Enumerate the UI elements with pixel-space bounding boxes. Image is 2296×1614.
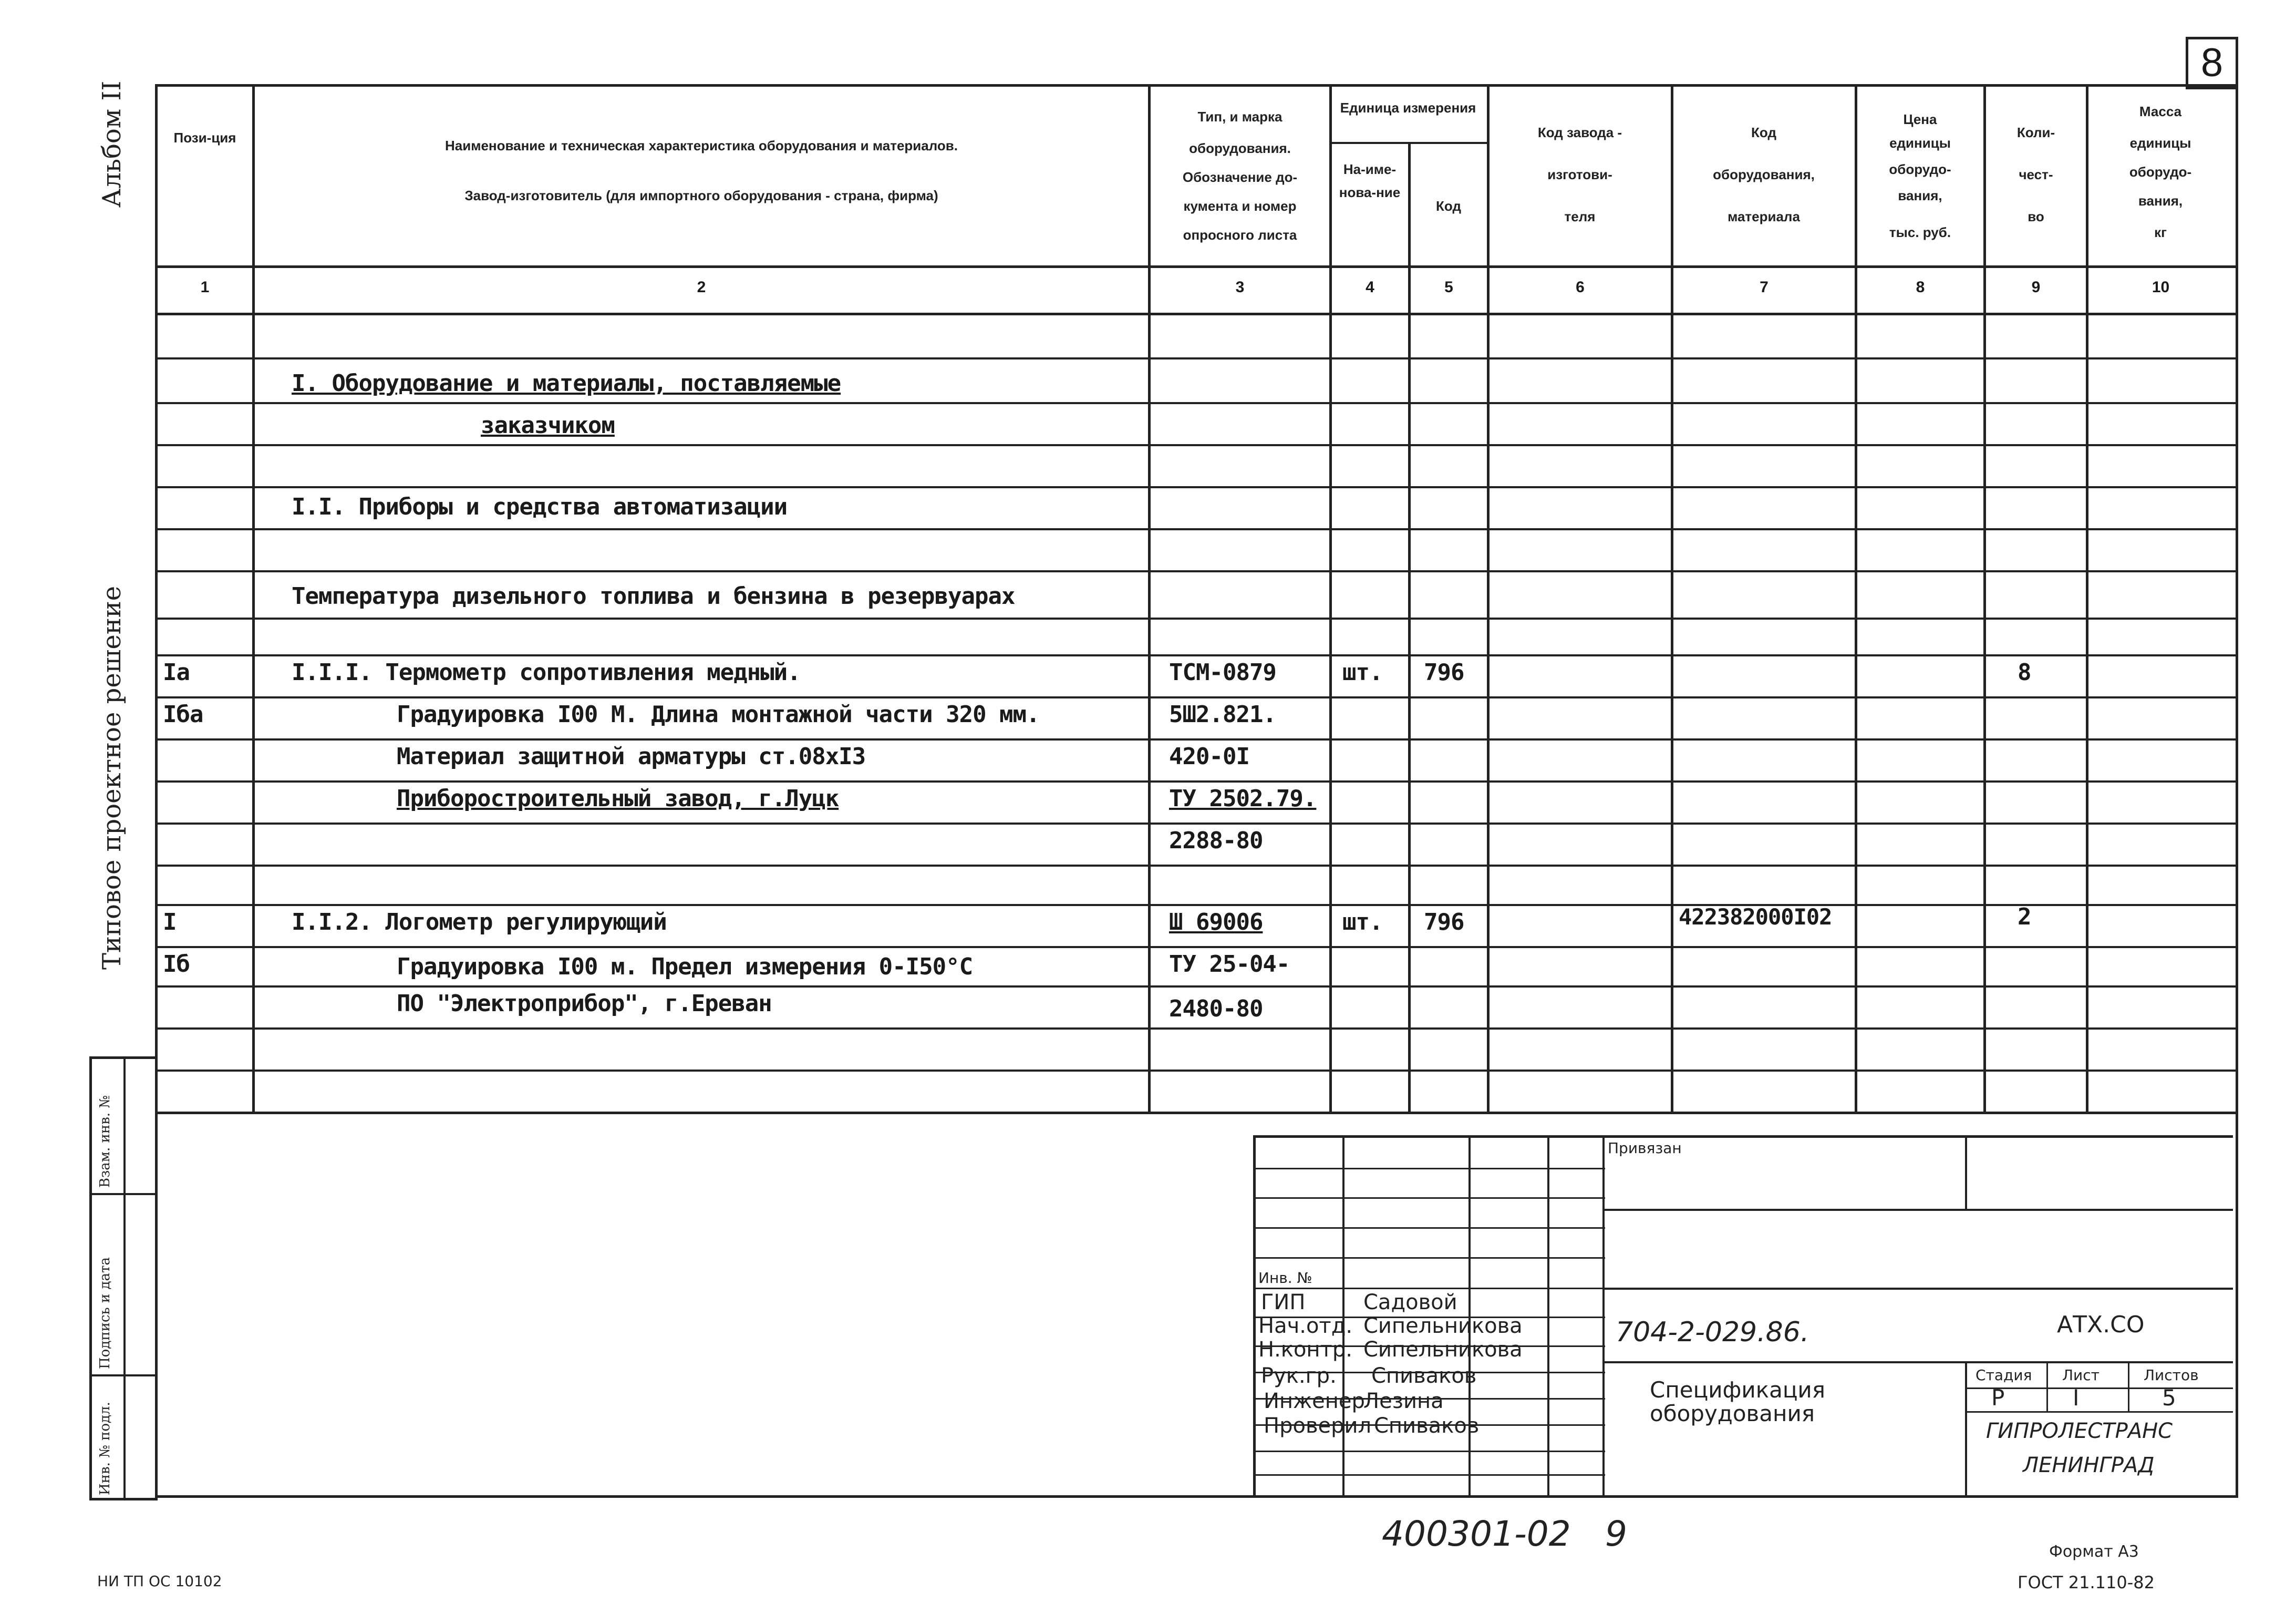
page-number: 8 — [2186, 37, 2238, 89]
stamp-role: Проверил — [1264, 1414, 1372, 1438]
header-price-line4: вания, — [1898, 188, 1942, 203]
format-label: Формат А3 — [2049, 1543, 2139, 1561]
column-number: 1 — [200, 279, 210, 296]
stamp-name: Спиваков — [1374, 1414, 1480, 1438]
header-mass-line3: оборудо- — [2129, 164, 2192, 180]
column-number: 3 — [1235, 279, 1245, 296]
sheet-label: Лист — [2062, 1366, 2100, 1384]
header-mass-line1: Масса — [2139, 104, 2182, 119]
header-qty-line2: чест- — [2019, 167, 2053, 182]
row-quantity: 8 — [2018, 659, 2031, 686]
header-code-line3: материала — [1728, 209, 1800, 224]
stamp-name: Спиваков — [1371, 1364, 1477, 1388]
header-type-line5: опросного листа — [1183, 227, 1297, 243]
stage-value: Р — [1991, 1385, 2005, 1411]
header-code-line1: Код — [1751, 125, 1776, 140]
row-type: 5Ш2.821. — [1169, 701, 1276, 728]
row-name: Приборостроительный завод, г.Луцк — [397, 785, 839, 812]
column-number: 4 — [1366, 279, 1374, 296]
header-position: Пози-ция — [173, 130, 236, 146]
row-position: Iба — [163, 701, 203, 728]
row-unit-code: 796 — [1424, 659, 1464, 686]
header-qty-line3: во — [2028, 209, 2044, 224]
album-label: Альбом II — [97, 80, 127, 208]
header-type-line2: оборудования. — [1189, 140, 1291, 156]
row-unit-code: 796 — [1424, 909, 1464, 935]
subsection-title: I.I. Приборы и средства автоматизации — [292, 494, 788, 520]
row-name: I.I.I. Термометр сопротивления медный. — [292, 659, 801, 686]
stamp-name: Сипельникова — [1363, 1314, 1523, 1338]
column-number: 7 — [1760, 279, 1768, 296]
row-type: 420-0I — [1169, 743, 1249, 770]
header-unit-code: Код — [1436, 198, 1461, 214]
header-price-line1: Цена — [1903, 111, 1937, 127]
side-stamp — [89, 1056, 158, 1500]
header-plant-line2: изготови- — [1547, 167, 1612, 182]
header-name-line2: Завод-изготовитель (для импортного оборудования - страна, фирма) — [464, 188, 938, 203]
column-number: 8 — [1916, 279, 1925, 296]
sheets-value: 5 — [2162, 1385, 2176, 1411]
header-mass-line2: единицы — [2129, 135, 2191, 151]
sign-date-label: Подпись и дата — [97, 1257, 113, 1369]
header-plant-line1: Код завода - — [1537, 125, 1622, 140]
stamp-role: Инженер — [1264, 1389, 1365, 1413]
section-title-line2: заказчиком — [481, 412, 615, 439]
stamp-role: Нач.отд. — [1258, 1314, 1353, 1338]
privyazan-label: Привязан — [1608, 1139, 1682, 1157]
stamp-role: Н.контр. — [1258, 1338, 1352, 1362]
row-position: Iа — [163, 659, 190, 686]
header-price-line3: оборудо- — [1889, 161, 1951, 177]
row-name: Градуировка I00 м. Предел измерения 0-I50°С — [397, 953, 973, 980]
header-type-line1: Тип, и марка — [1197, 109, 1283, 125]
sheet-value: I — [2073, 1385, 2080, 1411]
document-code: 704-2-029.86. — [1616, 1317, 1809, 1348]
column-number: 5 — [1444, 279, 1453, 296]
row-type: 2480-80 — [1169, 995, 1263, 1022]
header-unit-group: Единица измерения — [1340, 100, 1476, 116]
group-title: Температура дизельного топлива и бензина в резервуарах — [292, 583, 1015, 610]
row-position: I — [163, 909, 177, 935]
row-type: ТУ 25-04- — [1169, 951, 1290, 978]
stamp-name: Лезина — [1363, 1389, 1444, 1413]
row-position: Iб — [163, 951, 190, 978]
header-qty-line1: Коли- — [2016, 125, 2055, 140]
document-mark: АТХ.СО — [2057, 1311, 2145, 1338]
column-number: 2 — [697, 279, 706, 296]
organization-line1: ГИПРОЛЕСТРАНС — [1986, 1419, 2173, 1443]
row-type: ТУ 2502.79. — [1169, 785, 1317, 812]
column-number: 9 — [2031, 279, 2041, 296]
gost-label: ГОСТ 21.110-82 — [2018, 1572, 2155, 1592]
column-number: 10 — [2152, 279, 2170, 296]
row-type: 2288-80 — [1169, 827, 1263, 854]
row-name: I.I.2. Логометр регулирующий — [292, 909, 667, 935]
row-unit: шт. — [1342, 659, 1383, 686]
row-unit: шт. — [1342, 909, 1383, 935]
stamp-role: Рук.гр. — [1261, 1364, 1337, 1388]
header-type-line4: кумента и номер — [1183, 198, 1297, 214]
row-name: ПО "Электроприбор", г.Ереван — [397, 990, 772, 1017]
section-title-line1: I. Оборудование и материалы, поставляемые — [292, 370, 841, 397]
header-type-line3: Обозначение до- — [1182, 169, 1298, 185]
header-code-line2: оборудования, — [1713, 167, 1815, 182]
header-plant-line3: теля — [1564, 209, 1596, 224]
header-name-line1: Наименование и техническая характеристика оборудования и материалов. — [444, 138, 958, 153]
document-title-line2: оборудования — [1650, 1401, 1815, 1426]
row-quantity: 2 — [2018, 903, 2031, 930]
stage-label: Стадия — [1976, 1366, 2032, 1384]
left-code: НИ ТП ОС 10102 — [97, 1572, 222, 1590]
stamp-role: ГИП — [1261, 1290, 1306, 1314]
project-type-label: Типовое проектное решение — [97, 585, 127, 970]
inv-sub-label: Инв. № подл. — [97, 1402, 113, 1495]
stamp-name: Садовой — [1363, 1290, 1457, 1314]
row-material-code: 422382000I02 — [1679, 904, 1832, 930]
archive-number: 400301-02 — [1382, 1514, 1571, 1554]
header-price-line5: тыс. руб. — [1889, 224, 1951, 240]
stamp-name: Сипельникова — [1363, 1338, 1523, 1362]
document-title-line1: Спецификация — [1650, 1377, 1825, 1403]
header-mass-line4: вания, — [2138, 193, 2183, 209]
row-name: Градуировка I00 М. Длина монтажной части 320 мм. — [397, 701, 1040, 728]
header-price-line2: единицы — [1889, 135, 1951, 151]
sheets-label: Листов — [2144, 1366, 2199, 1384]
inv-no-label: Инв. № — [1258, 1269, 1312, 1287]
header-mass-line5: кг — [2154, 224, 2167, 240]
row-type: Ш 69006 — [1169, 909, 1263, 935]
replace-inv-label: Взам. инв. № — [97, 1095, 113, 1188]
row-name: Материал защитной арматуры ст.08хI3 — [397, 743, 866, 770]
row-type: ТСМ-0879 — [1169, 659, 1276, 686]
header-unit-name: На-име-нова-ние — [1339, 161, 1401, 200]
organization-line2: ЛЕНИНГРАД — [2023, 1453, 2155, 1477]
column-number: 6 — [1576, 279, 1585, 296]
archive-page: 9 — [1605, 1514, 1627, 1554]
